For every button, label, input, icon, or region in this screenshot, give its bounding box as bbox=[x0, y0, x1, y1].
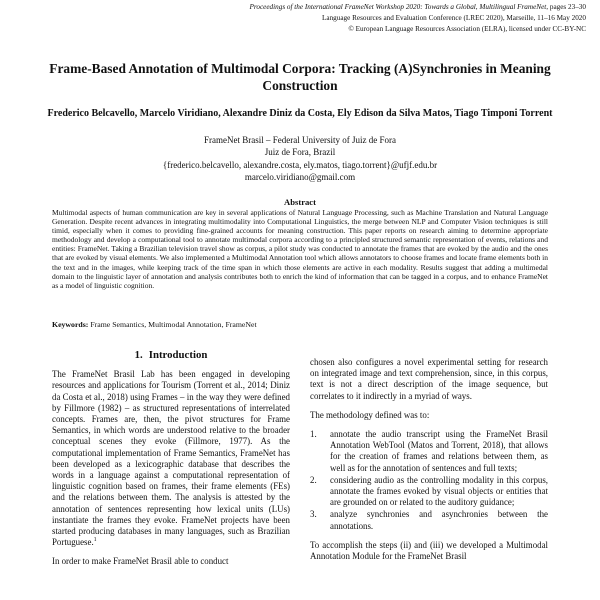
keywords-line bbox=[52, 320, 548, 329]
proceedings-pages: , pages 23–30 bbox=[546, 3, 586, 11]
affiliation-email-2: marcelo.viridiano@gmail.com bbox=[244, 172, 356, 183]
section-title: Introduction bbox=[148, 349, 208, 361]
paper-title: Frame-Based Annotation of Multimodal Corpora: Tracking (A)Synchronies in Meaning Construction bbox=[49, 61, 551, 93]
intro-paragraph-1-text: The FrameNet Brasil Lab has been engaged in developing resources and applications for Tourism (Torrent et al., 2014; Diniz da Costa et al., 2018) using Frames – in the way they were defined by Fillmore (1982) – as structured representations of interrelated concepts. Frames are, then, the pivot structures for Frame Semantics, in which words are understood relative to the broader conceptual scenes they evoke (Fillmore, 1977). As the computational implementation of Frame Semantics, FrameNet has been developed as a lexicographic database that describes the words in a language against a computational representation of linguistic cognition based on frames, their frame elements (FEs) and the relations between them. The analysis is attested by the annotation of sentences representing how lexical units (LUs) instantiate the frames they evoke. FrameNet projects have been started producing databases in many languages, such as Brazilian Portuguese. bbox=[52, 369, 290, 548]
section-number: 1. bbox=[134, 349, 143, 361]
affiliation-city: Juiz de Fora, Brazil bbox=[264, 147, 336, 158]
right-paragraph-1: chosen also configures a novel experimental setting for research on integrated image and text comprehension, since, in this corpus, text is not a direct description of the image sequence, but correlates to it indirectly in a myriad of ways. bbox=[310, 357, 548, 401]
proceedings-title: Proceedings of the International FrameNet Workshop 2020: Towards a Global, Multilingual FrameNet bbox=[249, 3, 547, 11]
intro-paragraph-1 bbox=[52, 369, 290, 548]
license-line: © European Language Resources Association (ELRA), licensed under CC-BY-NC bbox=[348, 24, 586, 33]
keywords-text: Frame Semantics, Multimodal Annotation, FrameNet bbox=[88, 320, 257, 329]
methodology-list bbox=[310, 429, 548, 532]
abstract-text: Multimodal aspects of human communication are key in several applications of Natural Language Processing, such as Machine Translation and Natural Language Generation. Despite recent advances in integrating multimodality into Computational Linguistics, the merge between NLP and Computer Vision techniques is still timid, especially when it comes to providing fine-grained accounts for meaning construction. This paper reports on research aiming to determine appropriate methodology and develop a computational tool to annotate multimodal corpora according to a principled structured semantic representation of events, relations and entities: FrameNet. Taking a Brazilian television travel show as corpus, a pilot study was conducted to annotate the frames that are evoked by the audio and the ones that are evoked by visual elements. We also implemented a Multimodal Annotation tool which allows annotators to choose frames and locate frame elements both in the text and in the images, while keeping track of the time span in which those elements are active in each modality. Results suggest that adding a multimedal domain to the linguistic layer of annotation and analysis contributes both to enrich the kind of information that can be tagged in a corpus, and to enhance FrameNet as a model of linguistic cognition. bbox=[52, 208, 548, 290]
list-item-text: annotate the audio transcript using the FrameNet Brasil Annotation WebTool (Matos and Torrent, 2018), that allows for the creation of frames and relations between them, as well as for the annotation of sentences and full texts; bbox=[330, 429, 548, 473]
right-paragraph-2: The methodology defined was to: bbox=[310, 409, 430, 420]
affiliation-block bbox=[60, 134, 540, 184]
list-item-number: 3. bbox=[310, 509, 317, 520]
footnote-mark: 1 bbox=[93, 537, 97, 544]
list-item-number: 2. bbox=[310, 474, 317, 485]
list-item-text: analyze synchronies and asynchronies between the annotations. bbox=[330, 509, 548, 531]
list-item bbox=[310, 509, 548, 531]
intro-paragraph-2: In order to make FrameNet Brasil able to conduct bbox=[52, 556, 229, 567]
affiliation-emails: {frederico.belcavello, alexandre.costa, ely.matos, tiago.torrent}@ufjf.edu.br bbox=[162, 159, 438, 170]
list-item-text: considering audio as the controlling modality in this corpus, annotate the frames evoked by visual objects or entities that are grounded on or related to the auditory guidance; bbox=[330, 474, 548, 508]
list-item bbox=[310, 475, 548, 509]
paper-authors: Frederico Belcavello, Marcelo Viridiano, Alexandre Diniz da Costa, Ely Edison da Silva Matos, Tiago Timponi Torrent bbox=[47, 108, 553, 119]
proceedings-line bbox=[166, 2, 586, 13]
right-column bbox=[310, 357, 548, 570]
list-item bbox=[310, 429, 548, 474]
abstract-heading: Abstract bbox=[284, 197, 316, 207]
right-paragraph-3: To accomplish the steps (ii) and (iii) we developed a Multimodal Annotation Module for the FrameNet Brasil bbox=[310, 539, 548, 562]
proceedings-header bbox=[166, 2, 586, 34]
affiliation-org: FrameNet Brasil – Federal University of Juiz de Fora bbox=[204, 135, 396, 145]
list-item-number: 1. bbox=[310, 429, 317, 440]
section-heading-introduction bbox=[52, 350, 290, 361]
left-column bbox=[52, 350, 290, 576]
conference-line: Language Resources and Evaluation Conference (LREC 2020), Marseille, 11–16 May 2020 bbox=[322, 13, 586, 22]
keywords-label: Keywords: bbox=[52, 320, 89, 329]
